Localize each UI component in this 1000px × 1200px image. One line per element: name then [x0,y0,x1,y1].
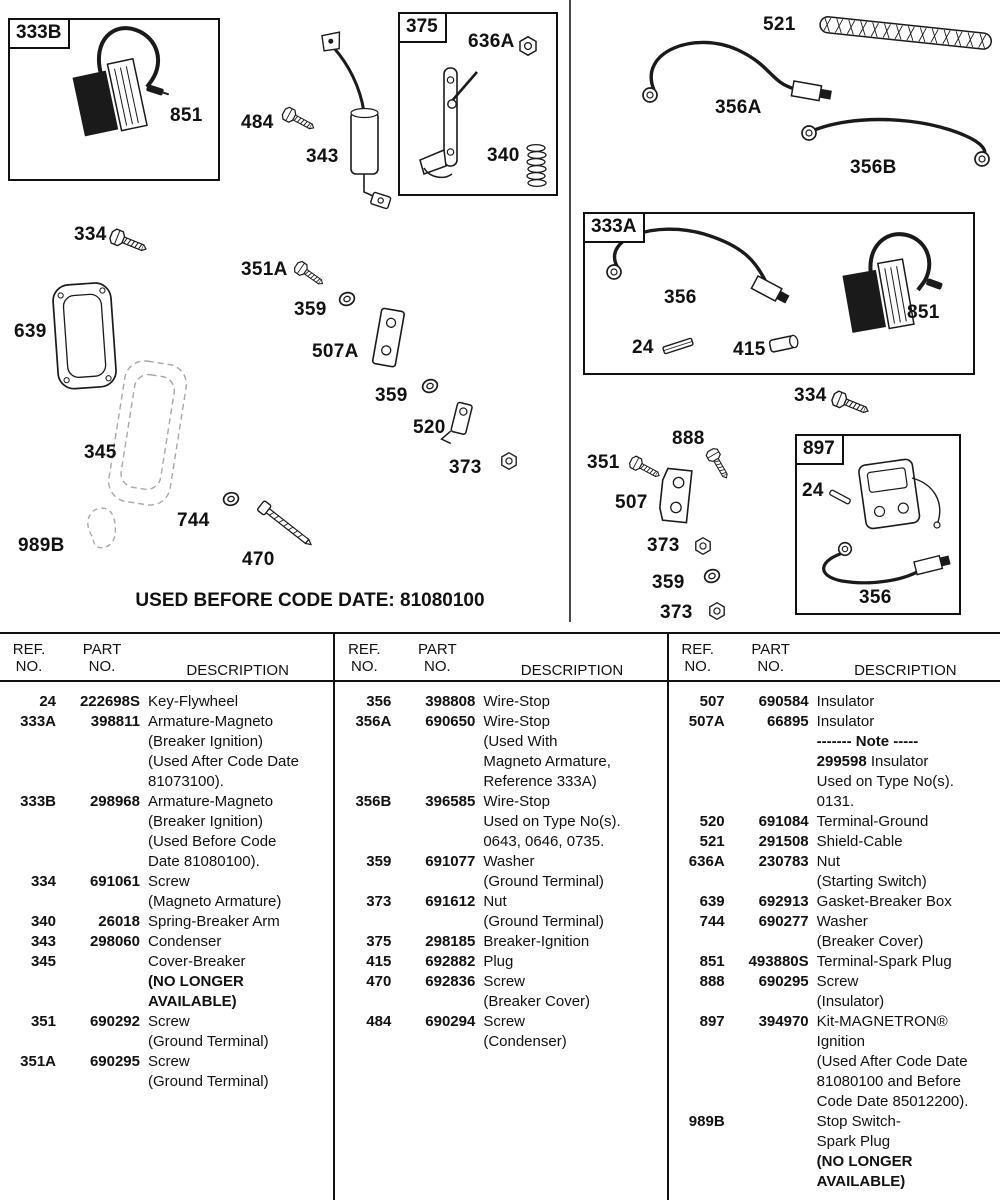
ref-no-cell: 356B [355,793,392,810]
table-column-body [671,680,994,1192]
description-line: Screw [816,973,859,990]
description-line: (Insulator) [816,993,885,1010]
part-no-cell: 690650 [425,713,476,730]
description-line: Armature-Magneto [148,713,274,730]
description-line: Washer [483,853,535,870]
description-line: Nut [816,853,840,870]
callout-340-4: 340 [487,145,520,166]
description-cell [817,892,994,912]
description-line: (Ground Terminal) [483,873,604,890]
ref-no-cell: 340 [30,913,56,930]
wire-356-333a-illustration [607,229,791,306]
description-line: Code Date 85012200). [816,1093,969,1110]
parts-row-897 [671,1012,994,1112]
col-header-description: DESCRIPTION [854,662,957,679]
part-no-cell: 66895 [766,713,809,730]
callout-356-32: 356 [859,587,892,608]
parts-row-373 [337,892,660,932]
description-cell [148,712,327,792]
washer-359-illustration [703,568,721,585]
col-header-ref-no: REF. NO. [12,641,46,675]
ref-no-cell: 356A [355,713,392,730]
col-header-description: DESCRIPTION [520,662,624,679]
washer-359-illustration [421,378,439,395]
callout-24-31: 24 [802,480,824,501]
callout-507-27: 507 [615,492,648,513]
part-no-cell: 690584 [758,693,809,710]
part-no-cell: 692913 [758,893,809,910]
shield-cable-521-illustration [819,16,992,50]
ref-no-cell: 470 [366,973,392,990]
parts-row-334 [2,872,327,912]
parts-row-356b [337,792,660,852]
part-no-cell [733,732,809,812]
screw-334-right-illustration [830,390,870,418]
description-line: Kit-MAGNETRON® [816,1013,948,1030]
part-no-cell: 690292 [89,1013,140,1030]
col-header-part-no: PART NO. [751,641,790,675]
callout-359-29: 359 [652,572,685,593]
table-column-header [337,634,660,680]
table-column-header [671,634,994,680]
description-line: Used on Type No(s). [816,773,954,790]
description-cell [817,952,994,972]
parts-row-639 [671,892,994,912]
description-line: 0643, 0646, 0735. [483,833,605,850]
parts-table-column-1 [0,634,333,1200]
part-no-cell: 691612 [425,893,476,910]
part-no-cell: 690277 [758,913,809,930]
description-cell [817,1112,994,1192]
parts-row-340 [2,912,327,932]
callout-470-22: 470 [242,549,275,570]
assembly-box-label-333a: 333A [585,214,645,243]
description-cell [483,972,660,1012]
assembly-box-label-333b: 333B [10,20,70,49]
parts-row-636a [671,852,994,892]
description-cell [148,1012,327,1052]
description-cell [817,852,994,892]
description-line: Terminal-Ground [816,813,929,830]
col-header-ref-no: REF. NO. [681,641,714,675]
description-cell [817,972,994,1012]
parts-row-744 [671,912,994,952]
ref-no-cell: 351A [20,1053,56,1070]
part-no-cell: 394970 [758,1013,809,1030]
description-line: Cover-Breaker [148,953,246,970]
callout-334-12: 334 [74,224,107,245]
part-no-cell: 398808 [425,693,476,710]
ref-no-cell: 356 [366,693,392,710]
parts-row-333b [2,792,327,872]
description-cell [817,692,994,712]
callout-345-20: 345 [84,442,117,463]
description-line: (Used After Code Date [816,1053,968,1070]
ref-no-cell: 375 [366,933,392,950]
description-line: (Used With [483,733,558,750]
part-no-cell: 691077 [425,853,476,870]
washer-744-illustration [222,491,240,507]
parts-row-415 [337,952,660,972]
description-cell [817,732,994,812]
screw-351-illustration [628,455,662,481]
ref-no-cell: 24 [39,693,56,710]
parts-row-375 [337,932,660,952]
part-no-cell: 692882 [425,953,476,970]
description-line: AVAILABLE) [816,1173,906,1190]
callout-521-5: 521 [763,14,796,35]
ref-no-cell: 507A [688,713,725,730]
ref-no-cell: 520 [699,813,725,830]
description-line: 0131. [816,793,855,810]
description-line: 81073100). [148,773,224,790]
description-line: (Used After Code Date [148,753,299,770]
description-cell [483,692,660,712]
description-line: Breaker-Ignition [483,933,590,950]
ref-no-cell: 897 [699,1013,725,1030]
description-cell [483,1012,660,1052]
ref-no-cell: 507 [699,693,725,710]
description-line: Magneto Armature, [483,753,611,770]
diagram-caption: USED BEFORE CODE DATE: 81080100 [135,590,485,611]
callout-851-0: 851 [170,105,203,126]
description-line: Screw [483,1013,526,1030]
callout-373-28: 373 [647,535,680,556]
screw-334-left-illustration [108,228,148,256]
terminal-520-illustration [441,400,473,446]
description-line: Date 81080100). [148,853,260,870]
key-24-illustration [663,338,694,354]
ref-no-cell: 345 [30,953,56,970]
callout-359-14: 359 [294,299,327,320]
description-cell [817,1012,994,1112]
screw-351a-illustration [293,260,326,289]
description-cell [148,792,327,872]
callout-356a-6: 356A [715,97,762,118]
parts-row-520 [671,812,994,832]
callout-484-1: 484 [241,112,274,133]
description-line: (Breaker Cover) [483,993,591,1010]
ref-no-cell: 333B [20,793,56,810]
description-line: AVAILABLE) [148,993,237,1010]
ref-no-cell: 744 [699,913,725,930]
parts-row-888 [671,972,994,1012]
description-cell [817,812,994,832]
callout-373-19: 373 [449,457,482,478]
magnetron-kit-897-illustration [824,458,951,582]
description-line: Screw [148,873,190,890]
nut-373-illustration [502,453,516,470]
assembly-box-label-375: 375 [400,14,447,43]
parts-row-507 [671,692,994,712]
description-line: Wire-Stop [483,793,551,810]
parts-row-521 [671,832,994,852]
parts-table-column-3 [667,634,1000,1200]
description-cell [148,912,327,932]
description-line: (NO LONGER [148,973,244,990]
description-line: (Ground Terminal) [148,1073,269,1090]
part-no-cell: 298968 [89,793,140,810]
screw-888-illustration [705,447,732,481]
ref-no-cell: 851 [699,953,725,970]
description-line: Insulator [816,713,875,730]
parts-row-351a [2,1052,327,1092]
callout-520-18: 520 [413,417,446,438]
parts-row-351 [2,1012,327,1052]
part-no-cell: 691061 [89,873,140,890]
description-cell [148,692,327,712]
description-line: Wire-Stop [483,713,551,730]
gasket-639-illustration [52,282,117,390]
description-line: (Breaker Ignition) [148,733,264,750]
description-cell [817,912,994,952]
assembly-box-label-897: 897 [797,436,844,465]
ref-no-cell: 334 [30,873,56,890]
ref-no-cell: 373 [366,893,392,910]
description-cell [483,892,660,932]
nut-636a-illustration [520,37,536,55]
callout-334-24: 334 [794,385,827,406]
part-no-cell: 690294 [425,1013,476,1030]
description-line: (Used Before Code [148,833,277,850]
nut-373-illustration [696,538,710,555]
callout-639-16: 639 [14,321,47,342]
description-line: Spring-Breaker Arm [148,913,280,930]
ref-no-cell [671,732,725,812]
description-line: Reference 333A) [483,773,597,790]
description-cell [483,932,660,952]
description-line: (Magneto Armature) [148,893,282,910]
callout-351a-13: 351A [241,259,288,280]
description-line: Wire-Stop [483,693,551,710]
wire-356a-illustration [643,42,832,102]
ref-no-cell: 989B [688,1113,725,1130]
cover-345-illustration [106,358,189,508]
screw-470-illustration [257,500,315,549]
ref-no-cell: 415 [366,953,392,970]
description-line: Key-Flywheel [148,693,239,710]
ref-no-cell: 521 [699,833,725,850]
description-line: Stop Switch- [816,1113,901,1130]
description-cell [483,952,660,972]
part-no-cell: 26018 [98,913,140,930]
description-line: Used on Type No(s). [483,813,621,830]
table-column-body [2,680,327,1092]
description-line: 299598 Insulator [816,753,929,770]
parts-row-343 [2,932,327,952]
description-line: (Breaker Ignition) [148,813,264,830]
description-cell [148,1052,327,1092]
callout-888-25: 888 [672,428,705,449]
part-no-cell: 690295 [89,1053,140,1070]
description-line: Nut [483,893,507,910]
parts-row-989b [671,1112,994,1192]
callout-356b-7: 356B [850,157,897,178]
description-line: Screw [148,1053,190,1070]
part-no-cell: 493880S [748,953,809,970]
part-no-cell: 298185 [425,933,476,950]
description-cell [148,932,327,952]
description-cell [483,852,660,892]
description-line: Plug [483,953,514,970]
description-line: Spark Plug [816,1133,891,1150]
callout-24-10: 24 [632,337,654,358]
washer-359-illustration [338,291,356,308]
parts-row-470 [337,972,660,1012]
description-line: (NO LONGER [816,1153,913,1170]
parts-row-359 [337,852,660,892]
part-no-cell: 690295 [758,973,809,990]
description-line: Gasket-Breaker Box [816,893,952,910]
col-header-part-no: PART NO. [418,641,457,675]
part-no-cell: 298060 [89,933,140,950]
description-cell [148,952,327,1012]
insulator-507-illustration [659,468,692,523]
parts-table-column-2 [333,634,666,1200]
ref-no-cell: 639 [699,893,725,910]
plug-415-illustration [769,335,799,353]
part-no-cell: 692836 [425,973,476,990]
parts-row-484 [337,1012,660,1052]
ref-no-cell: 888 [699,973,725,990]
callout-415-11: 415 [733,339,766,360]
description-line: Terminal-Spark Plug [816,953,952,970]
callout-356-8: 356 [664,287,697,308]
table-column-body [337,680,660,1052]
callout-989b-23: 989B [18,535,65,556]
callout-373-30: 373 [660,602,693,623]
table-header-rule [0,680,1000,682]
callout-851-9: 851 [907,302,940,323]
description-line: Shield-Cable [816,833,903,850]
parts-row-24 [2,692,327,712]
part-no-cell [733,1112,809,1192]
callout-351-26: 351 [587,452,620,473]
col-header-ref-no: REF. NO. [348,641,381,675]
description-cell [817,832,994,852]
parts-row-507a [671,712,994,732]
insulator-507a-illustration [372,308,404,367]
part-no-cell: 691084 [758,813,809,830]
description-line: Insulator [816,693,875,710]
description-line: Screw [148,1013,190,1030]
breaker-375-illustration [420,68,477,177]
ref-no-cell: 343 [30,933,56,950]
col-header-part-no: PART NO. [82,641,122,675]
description-line: Screw [483,973,526,990]
ref-no-cell: 333A [20,713,56,730]
description-line: Armature-Magneto [148,793,274,810]
part-no-cell: 396585 [425,793,476,810]
part-no-cell: 398811 [90,713,140,730]
ref-no-cell: 484 [366,1013,392,1030]
armature-333b-illustration [71,28,170,138]
part-no-cell [64,952,140,1012]
parts-row-333a [2,712,327,792]
parts-row-356a [337,712,660,792]
callout-507a-15: 507A [312,341,359,362]
description-cell [148,872,327,912]
nut-373-illustration [710,603,724,620]
screw-484-illustration [281,106,317,134]
description-line: Ignition [816,1033,866,1050]
part-no-cell: 222698S [79,693,140,710]
description-cell [483,792,660,852]
description-line: Condenser [148,933,222,950]
description-line: (Ground Terminal) [148,1033,269,1050]
description-line: ------- Note ----- [816,733,919,750]
description-line: Washer [816,913,868,930]
callout-359-17: 359 [375,385,408,406]
parts-row-345 [2,952,327,1012]
description-line: (Condenser) [483,1033,567,1050]
description-line: (Breaker Cover) [816,933,924,950]
description-cell [817,712,994,732]
ref-no-cell: 636A [688,853,725,870]
description-line: 81080100 and Before [816,1073,961,1090]
part-no-cell: 230783 [758,853,809,870]
parts-table [0,632,1000,1200]
ref-no-cell: 359 [366,853,392,870]
part-no-cell: 291508 [758,833,809,850]
description-line: (Starting Switch) [816,873,927,890]
stop-switch-989b-illustration [84,505,122,550]
description-cell [483,712,660,792]
table-column-header [2,634,327,680]
callout-636a-3: 636A [468,31,515,52]
spring-340-illustration [527,145,546,187]
callout-744-21: 744 [177,510,210,531]
parts-row-851 [671,952,994,972]
ref-no-cell: 351 [30,1013,56,1030]
parts-row-356 [337,692,660,712]
col-header-description: DESCRIPTION [186,662,289,679]
description-line: (Ground Terminal) [483,913,604,930]
parts-row-note [671,732,994,812]
callout-343-2: 343 [306,146,339,167]
condenser-343-illustration [318,28,391,209]
